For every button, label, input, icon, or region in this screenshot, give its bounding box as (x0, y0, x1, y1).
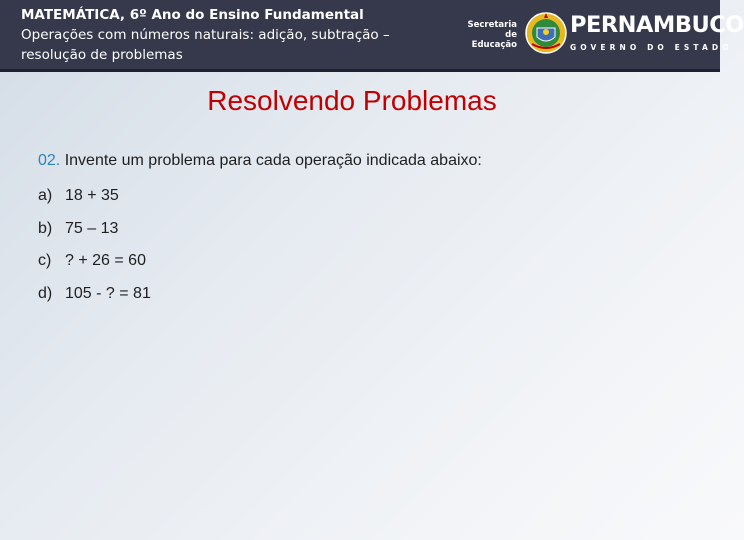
header-bar (0, 0, 744, 72)
item-expression: ? + 26 = 60 (65, 252, 146, 269)
lesson-subtitle-line1: Operações com números naturais: adição, subtração – (21, 27, 390, 43)
secretaria-label (455, 20, 517, 50)
list-item (38, 284, 151, 317)
item-expression: 75 – 13 (65, 219, 119, 237)
operation-list (38, 186, 151, 316)
course-title: MATEMÁTICA, 6º Ano do Ensino Fundamental (21, 7, 364, 23)
lesson-subtitle-line2: resolução de problemas (21, 47, 183, 63)
question-prompt (38, 152, 482, 170)
item-expression: 18 + 35 (65, 187, 119, 204)
question-number: 02. (38, 152, 61, 169)
header-text (21, 5, 441, 65)
pernambuco-logo (570, 12, 744, 52)
brand-tagline: GOVERNO DO ESTADO (570, 43, 733, 52)
question-text: Invente um problema para cada operação indicada abaixo: (64, 152, 482, 169)
secretaria-line2: Educação (471, 40, 517, 50)
list-item (38, 186, 151, 219)
item-letter: d) (38, 284, 53, 302)
state-coat-of-arms-icon (524, 10, 568, 56)
slide-title: Resolvendo Problemas (207, 85, 497, 116)
item-expression: 105 - ? = 81 (65, 284, 151, 302)
item-letter: b) (38, 219, 53, 237)
item-letter: c) (38, 252, 52, 269)
list-item (38, 219, 151, 252)
brand-name: PERNAMBUCO (570, 12, 744, 38)
list-item (38, 251, 151, 284)
secretaria-line1: Secretaria de (467, 20, 517, 40)
item-letter: a) (38, 187, 53, 204)
